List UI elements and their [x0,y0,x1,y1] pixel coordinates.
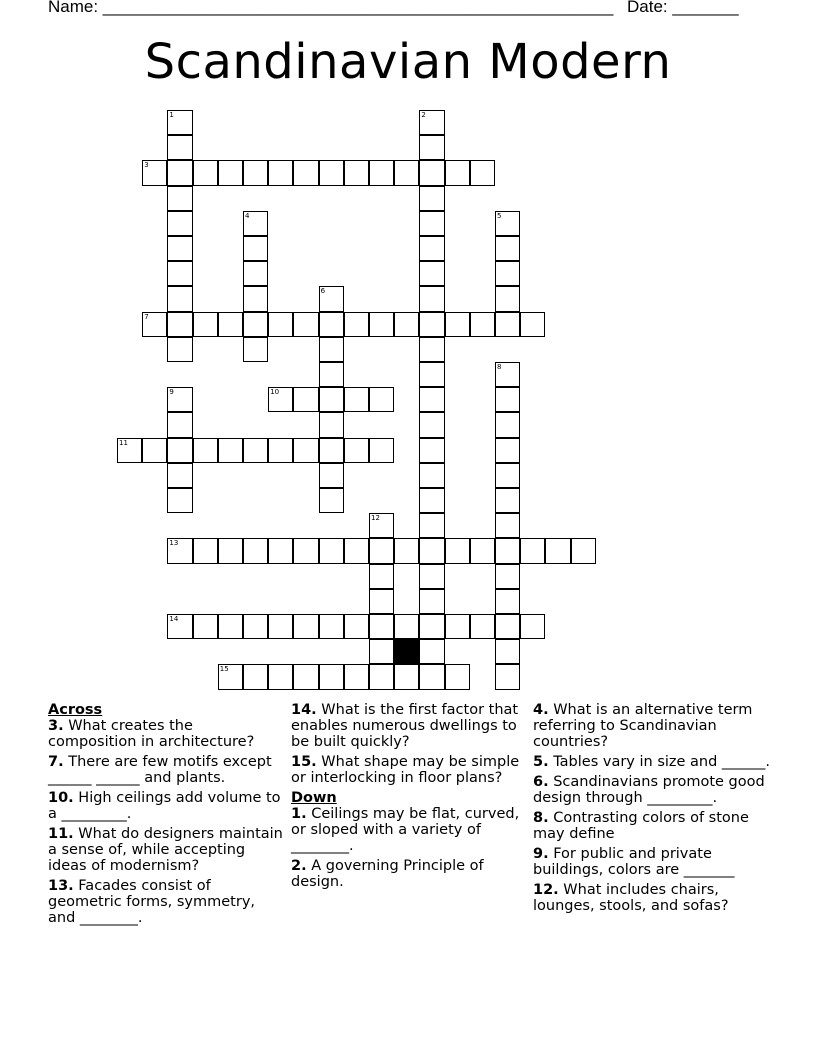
grid-cell[interactable] [243,664,268,689]
grid-cell[interactable] [268,614,293,639]
clue-number: 8 [497,363,502,371]
grid-cell[interactable] [419,564,444,589]
grid-cell[interactable] [293,387,318,412]
grid-cell[interactable] [268,438,293,463]
clues-column-3 [533,702,773,918]
clue-number: 9 [169,388,174,397]
grid-cell[interactable] [193,438,218,463]
grid-cell[interactable] [369,538,394,563]
grid-cell[interactable] [167,160,192,185]
clue-down-2: 2. A governing Principle of design. [291,858,484,890]
grid-cell[interactable] [369,312,394,337]
grid-cell[interactable] [167,438,192,463]
grid-cell[interactable] [369,614,394,639]
grid-cell[interactable] [495,412,520,437]
grid-cell[interactable] [419,312,444,337]
grid-cell[interactable] [243,286,268,311]
grid-cell[interactable] [167,261,192,286]
grid-cell[interactable] [419,438,444,463]
date-line: _______ [672,0,739,16]
grid-cell[interactable] [470,160,495,185]
clue-number: 5 [497,211,502,220]
grid-cell[interactable] [470,312,495,337]
grid-cell[interactable] [419,362,444,387]
grid-cell[interactable] [419,186,444,211]
clue-number: 6 [320,287,326,296]
grid-cell[interactable] [419,337,444,362]
grid-cell[interactable] [445,538,470,563]
clue-number: 13 [169,539,179,548]
grid-cell[interactable] [495,463,520,488]
grid-cell[interactable] [167,312,192,337]
clue-down-8: 8. Contrasting colors of stone may define [533,810,749,842]
grid-cell[interactable] [167,463,192,488]
grid-cell[interactable] [193,312,218,337]
grid-cell[interactable] [419,639,444,664]
grid-cell[interactable] [445,614,470,639]
grid-cell[interactable] [394,538,419,563]
grid-cell[interactable] [268,312,293,337]
clue-number: 2 [421,111,426,119]
clue-down-6: 6. Scandinavians promote good design through _________. [533,774,765,806]
clue-number: 1 [169,111,174,119]
across-heading: Across [48,702,103,718]
grid-cell[interactable] [319,538,344,563]
grid-cell[interactable] [218,538,243,563]
grid-cell[interactable] [167,186,192,211]
grid-cell[interactable] [319,438,344,463]
grid-cell[interactable] [419,387,444,412]
grid-cell[interactable] [243,614,268,639]
clue-number: 14 [169,615,179,623]
grid-cell[interactable] [495,236,520,261]
grid-cell[interactable] [193,160,218,185]
grid-cell[interactable] [419,538,444,563]
grid-cell[interactable] [319,387,344,412]
clue-across-13: 13. Facades consist of geometric forms, symmetry, and ________. [48,878,256,926]
grid-cell[interactable] [545,538,570,563]
grid-cell[interactable] [419,412,444,437]
grid-cell[interactable] [495,664,520,689]
grid-cell[interactable] [243,261,268,286]
grid-cell[interactable] [344,664,369,689]
clue-across-11: 11. What do designers maintain a sense of, while accepting ideas of modernism? [48,826,283,874]
grid-cell[interactable] [293,160,318,185]
grid-cell[interactable] [419,488,444,513]
grid-cell[interactable] [167,211,192,236]
grid-cell[interactable] [293,538,318,563]
grid-cell[interactable] [369,564,394,589]
grid-cell[interactable] [419,614,444,639]
clue-across-15: 15. What shape may be simple or interlocking in floor plans? [291,754,520,786]
grid-cell[interactable] [495,538,520,563]
clues-column-2 [291,702,521,894]
grid-cell[interactable] [470,538,495,563]
grid-cell[interactable] [495,286,520,311]
clue-down-12: 12. What includes chairs, lounges, stools, and sofas? [533,882,729,914]
grid-cell[interactable] [193,538,218,563]
grid-cell[interactable] [495,639,520,664]
grid-cell[interactable] [470,614,495,639]
grid-cell[interactable] [268,538,293,563]
grid-cell[interactable] [419,135,444,160]
grid-cell[interactable] [495,261,520,286]
grid-cell[interactable] [193,614,218,639]
clue-down-1: 1. Ceilings may be flat, curved, or sloped with a variety of ________. [291,806,520,854]
grid-cell[interactable] [293,664,318,689]
grid-cell[interactable] [495,564,520,589]
clue-number: 15 [219,665,229,674]
grid-cell[interactable] [243,236,268,261]
clues-column-1 [48,702,283,930]
grid-cell[interactable] [293,312,318,337]
grid-cell[interactable] [243,438,268,463]
grid-cell[interactable] [167,488,192,513]
grid-cell[interactable] [319,488,344,513]
grid-cell[interactable] [319,160,344,185]
grid-cell[interactable] [218,438,243,463]
grid-cell[interactable] [243,337,268,362]
grid-cell[interactable] [167,135,192,160]
grid-cell[interactable] [344,438,369,463]
grid-cell[interactable] [419,236,444,261]
clue-down-5: 5. Tables vary in size and ______. [533,754,771,770]
grid-cell[interactable] [419,589,444,614]
grid-cell[interactable] [369,664,394,689]
clue-across-10: 10. High ceilings add volume to a _________. [48,790,281,822]
grid-cell[interactable] [319,664,344,689]
grid-cell[interactable] [218,160,243,185]
grid-cell[interactable] [369,438,394,463]
grid-cell[interactable] [369,589,394,614]
grid-cell[interactable] [369,387,394,412]
clue-down-4: 4. What is an alternative term referring to Scandinavian countries? [533,702,753,750]
clue-across-14: 14. What is the first factor that enables numerous dwellings to be built quickly? [291,702,519,750]
grid-cell[interactable] [445,312,470,337]
name-label: Name: [48,0,103,16]
grid-cell[interactable] [419,664,444,689]
grid-cell[interactable] [394,312,419,337]
grid-cell[interactable] [419,211,444,236]
grid-cell[interactable] [218,614,243,639]
grid-cell[interactable] [495,513,520,538]
grid-cell[interactable] [394,160,419,185]
grid-cell[interactable] [495,438,520,463]
clue-number: 3 [144,161,149,170]
grid-cell[interactable] [319,312,344,337]
grid-cell[interactable] [167,286,192,311]
clue-number: 4 [245,211,250,220]
grid-cell[interactable] [419,286,444,311]
grid-cell[interactable] [419,513,444,538]
clue-number: 11 [119,438,128,447]
grid-cell[interactable] [293,438,318,463]
page-title: Scandinavian Modern [144,34,672,90]
grid-cell[interactable] [319,412,344,437]
grid-cell[interactable] [218,312,243,337]
grid-cell[interactable] [344,160,369,185]
grid-cell[interactable] [520,614,545,639]
grid-cell[interactable] [319,337,344,362]
grid-cell[interactable] [419,261,444,286]
grid-cell[interactable] [344,387,369,412]
black-cell [394,639,419,664]
grid-cell[interactable] [319,614,344,639]
grid-cell[interactable] [445,664,470,689]
grid-cell[interactable] [369,639,394,664]
grid-cell[interactable] [495,387,520,412]
grid-cell[interactable] [344,312,369,337]
grid-cell[interactable] [419,463,444,488]
grid-cell[interactable] [394,614,419,639]
grid-cell[interactable] [319,463,344,488]
grid-cell[interactable] [369,160,394,185]
grid-cell[interactable] [268,664,293,689]
clue-down-9: 9. For public and private buildings, colors are _______ [533,846,735,878]
clue-across-3: 3. What creates the composition in architecture? [48,718,255,750]
down-heading: Down [291,790,337,806]
grid-cell[interactable] [520,538,545,563]
grid-cell[interactable] [243,538,268,563]
grid-cell[interactable] [344,614,369,639]
date-label: Date: [627,0,673,16]
grid-cell[interactable] [167,236,192,261]
grid-cell[interactable] [142,438,167,463]
grid-cell[interactable] [293,614,318,639]
grid-cell[interactable] [520,312,545,337]
grid-cell[interactable] [268,160,293,185]
clue-number: 12 [371,514,380,523]
grid-cell[interactable] [243,312,268,337]
grid-cell[interactable] [419,160,444,185]
grid-cell[interactable] [243,160,268,185]
grid-cell[interactable] [167,337,192,362]
clue-number: 7 [144,312,149,321]
grid-cell[interactable] [344,538,369,563]
grid-cell[interactable] [571,538,596,563]
grid-cell[interactable] [495,488,520,513]
grid-cell[interactable] [167,412,192,437]
clue-number: 10 [270,388,280,397]
grid-cell[interactable] [495,589,520,614]
grid-cell[interactable] [495,312,520,337]
grid-cell[interactable] [319,362,344,387]
clue-across-7: 7. There are few motifs except ______ ______ and plants. [48,754,272,786]
name-line: ______________________________________________________ [102,0,614,16]
grid-cell[interactable] [445,160,470,185]
grid-cell[interactable] [495,614,520,639]
grid-cell[interactable] [394,664,419,689]
